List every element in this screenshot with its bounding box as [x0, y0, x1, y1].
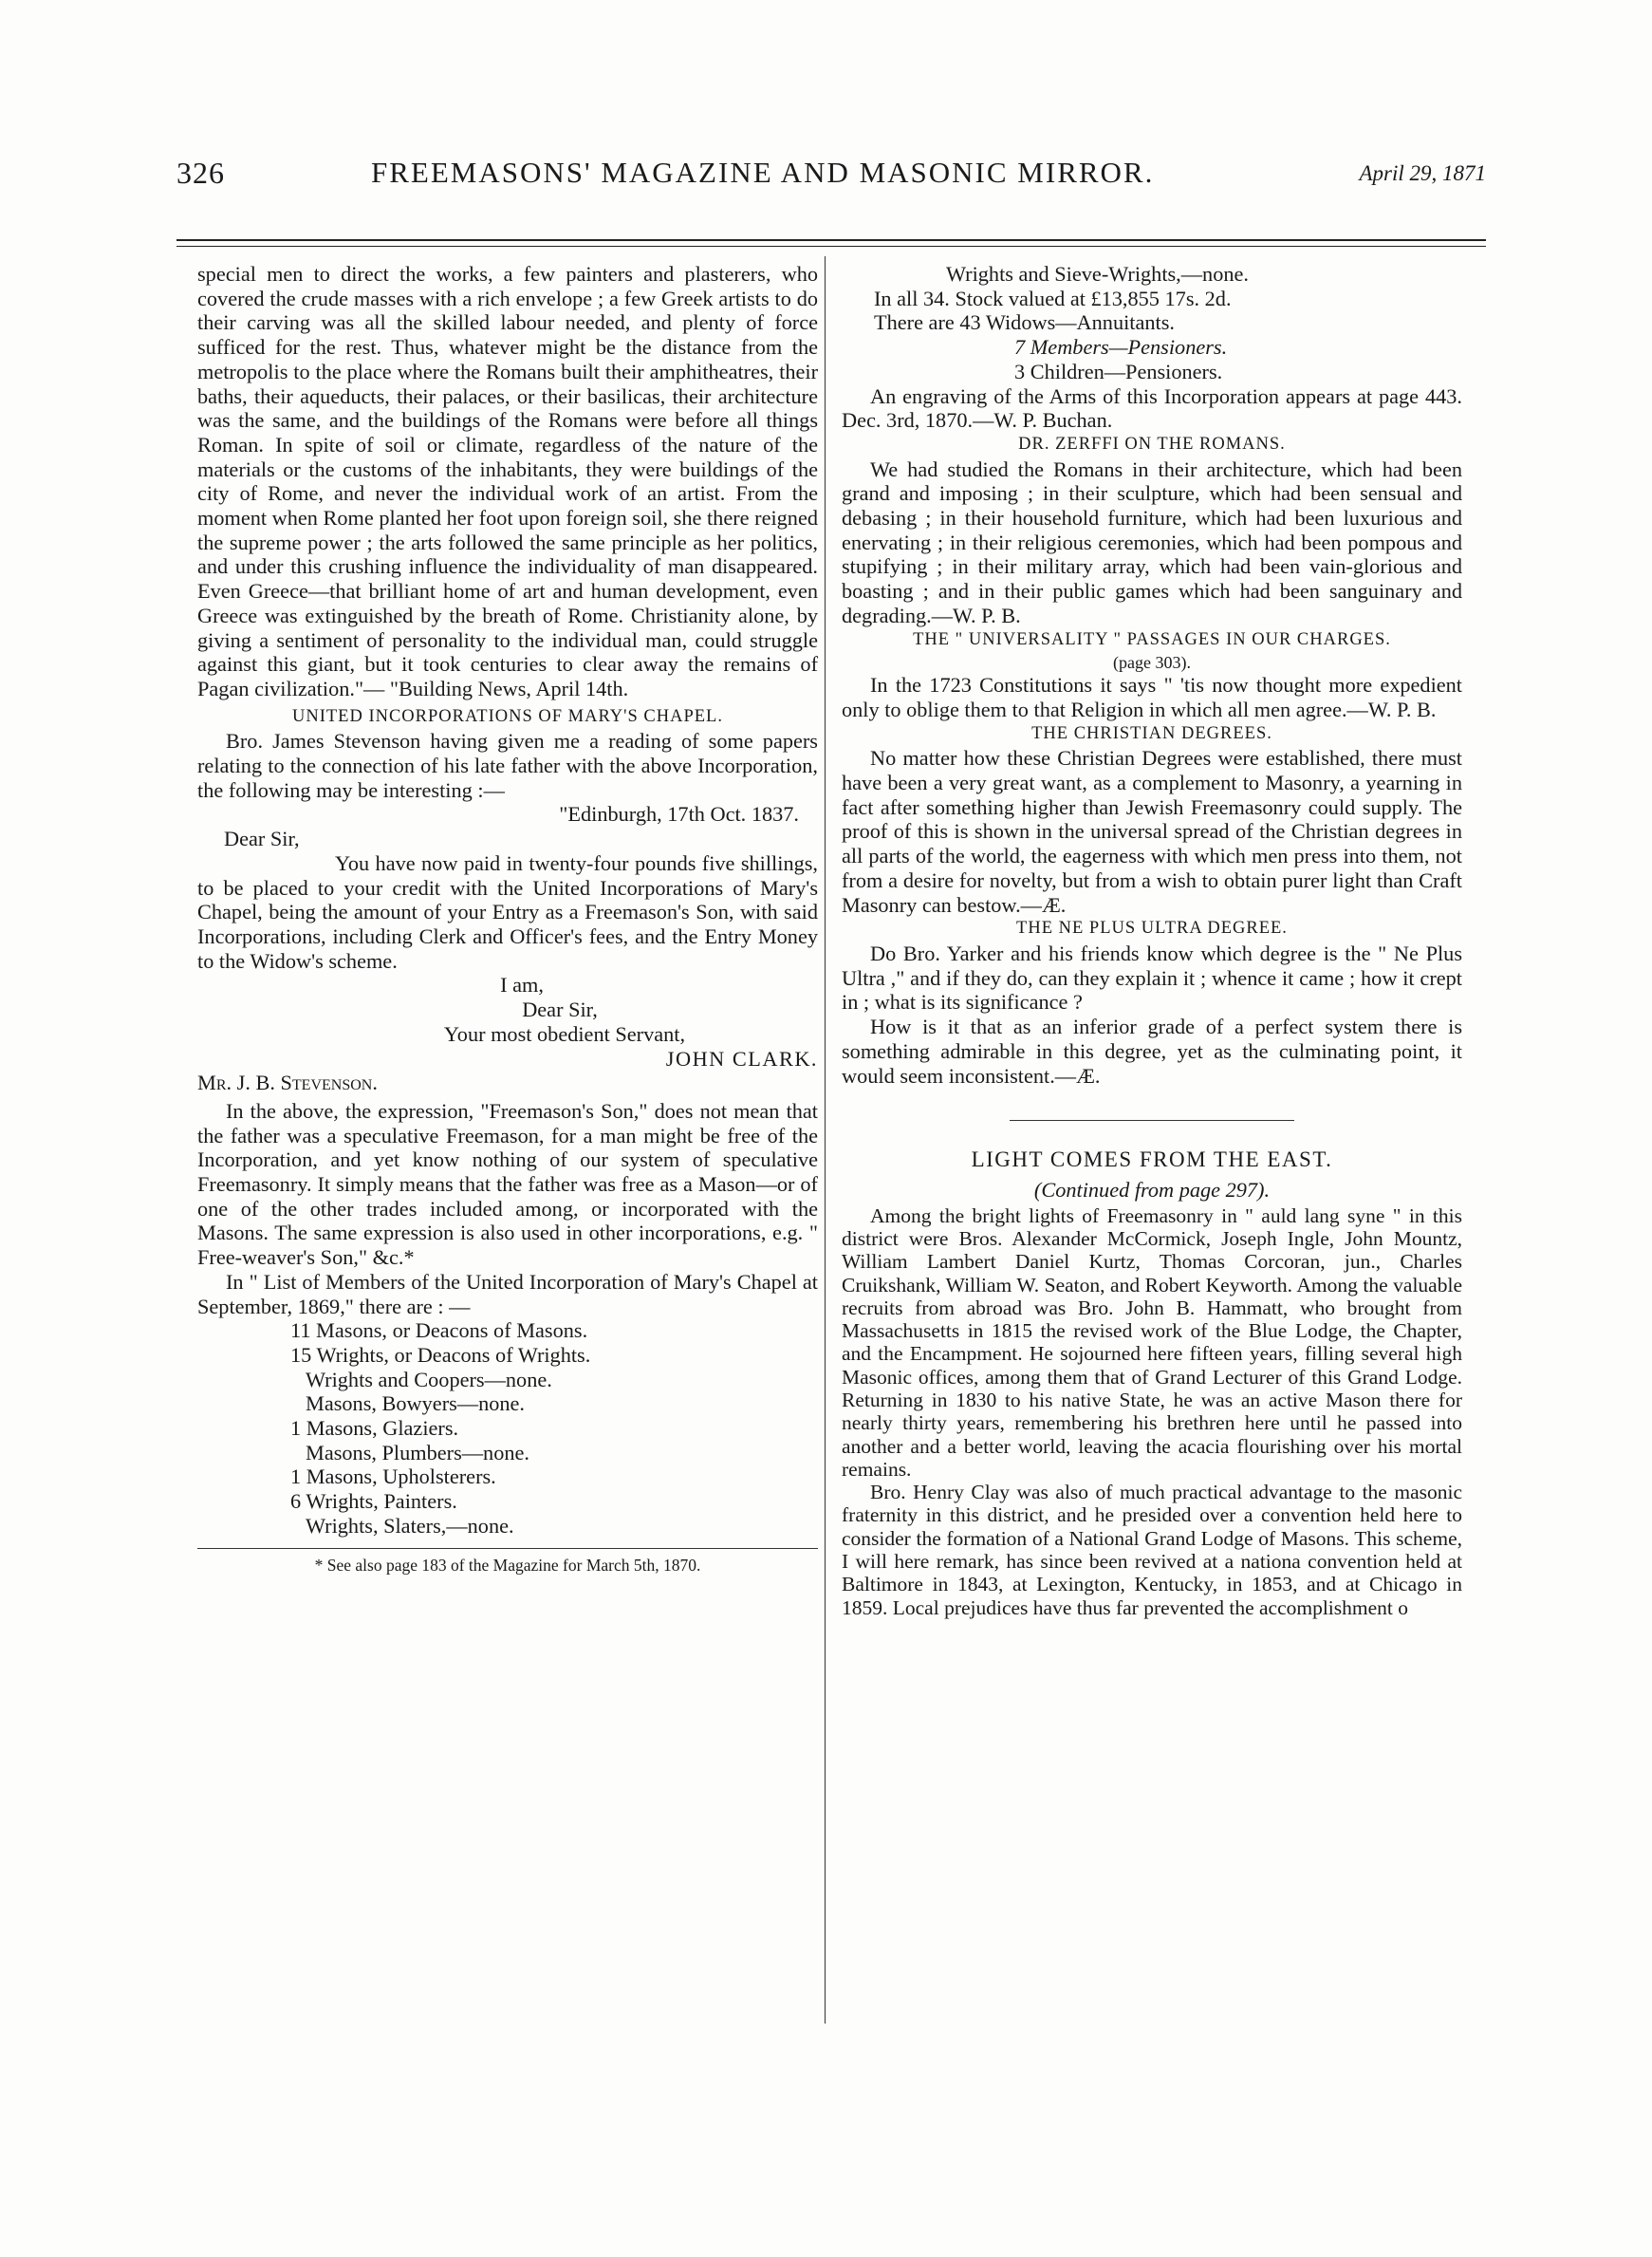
- christian-degrees-paragraph: No matter how these Christian Degrees were established, there must have been a very great want, as a complement to Masonry, a yearning in fact after something higher than Jewish Freemasonry could supply. The proof of this is shown in the universal spread of the Christian degrees in all parts of the world, the eagerness with which men press into them, not from a desire for novelty, but from a wish to obtain purer light than Craft Masonry can bestow.—Æ.: [842, 746, 1462, 917]
- list-item: 1 Masons, Upholsterers.: [290, 1464, 496, 1489]
- universality-page-ref: (page 303).: [1113, 653, 1191, 673]
- section-heading-universality: THE " UNIVERSALITY " PASSAGES IN OUR CHARGES.: [913, 629, 1391, 649]
- light-paragraph-1: Among the bright lights of Freemasonry in " auld lang syne " in this district were Bros. Alexander McCormick, Joseph Ingle, John Mountz, William Lambert Daniel Kurtz, Thomas Corcoran, jun., Charles Cruikshank, William W. Seaton, and Robert Keyworth. Among the valuable recruits from abroad was Bro. John B. Hammatt, who brought from Massachusetts in 1815 the revised work of the Blue Lodge, the Chapter, and the Encampment. He sojourned here fifteen years, filling several high Masonic offices, among them that of Grand Lecturer of this Grand Lodge. Returning in 1830 to his native State, he was an active Mason there for nearly thirty years, remembering his brethren here until he passed into another and a better world, leaving the acacia flourishing over his mortal remains.: [842, 1203, 1462, 1481]
- widows-count: There are 43 Widows—Annuitants.: [874, 310, 1175, 335]
- section-heading-christian-degrees: THE CHRISTIAN DEGREES.: [1031, 723, 1272, 743]
- article-title: LIGHT COMES FROM THE EAST.: [971, 1147, 1333, 1172]
- list-item: Wrights and Coopers—none.: [306, 1367, 552, 1391]
- header-rule-thin: [176, 246, 1486, 247]
- section-heading-ne-plus-ultra: THE NE PLUS ULTRA DEGREE.: [1016, 919, 1288, 939]
- page-header: [176, 152, 1486, 199]
- children-count: 3 Children—Pensioners.: [1014, 359, 1223, 383]
- members-list: [197, 1318, 818, 1538]
- section-heading-zerffi: DR. ZERFFI ON THE ROMANS.: [1018, 434, 1286, 454]
- list-item: Masons, Plumbers—none.: [306, 1440, 529, 1464]
- letter-addressee: Mr. J. B. Stevenson.: [197, 1071, 378, 1095]
- letter-signature: JOHN CLARK.: [665, 1046, 818, 1071]
- section-separator: [1010, 1120, 1294, 1121]
- letter-date: "Edinburgh, 17th Oct. 1837.: [559, 802, 799, 827]
- letter-body: You have now paid in twenty-four pounds five shillings, to be placed to your credit with the United Incorporations of Mary's Chapel, being the amount of your Entry as a Freemason's Son, with said Incorporations, including Clerk and Officer's fees, and the Entry Money to the Widow's scheme.: [197, 850, 818, 973]
- list-item: 6 Wrights, Painters.: [290, 1489, 457, 1514]
- universality-paragraph: In the 1723 Constitutions it says " 'tis now thought more expedient only to oblige them to that Religion in which all men agree.—W. P. B.: [842, 673, 1462, 721]
- expression-paragraph: In the above, the expression, "Freemason's Son," does not mean that the father was a speculative Freemason, for a man might be free of the Incorporation, and yet know nothing of our system of speculative Freemasonry. It simply means that the father was free as a Mason—or of one of the other trades included among, or incorporated with the Masons. The same expression is also used in other incorporations, e.g. " Free-weaver's Son," &c.*: [197, 1098, 818, 1270]
- letter-salutation: Dear Sir,: [224, 827, 300, 851]
- engraving-paragraph: An engraving of the Arms of this Incorporation appears at page 443. Dec. 3rd, 1870.—W. P. Buchan.: [842, 383, 1462, 433]
- letter-close-servant: Your most obedient Servant,: [443, 1021, 686, 1046]
- stevenson-paragraph: Bro. James Stevenson having given me a reading of some papers relating to the connection of his late father with the above Incorporation, the following may be interesting :—: [197, 729, 818, 802]
- section-heading-marys-chapel: UNITED INCORPORATIONS OF MARY'S CHAPEL.: [291, 706, 723, 726]
- list-item: 11 Masons, or Deacons of Masons.: [290, 1318, 588, 1343]
- column-divider: [825, 256, 826, 2024]
- ne-plus-ultra-paragraph: Do Bro. Yarker and his friends know which degree is the " Ne Plus Ultra ," and if they do, can they explain it ; whence it came ; how it crept in ; what is its significance ?: [842, 941, 1462, 1015]
- list-item: Masons, Bowyers—none.: [306, 1391, 526, 1416]
- masthead-title: FREEMASONS' MAGAZINE AND MASONIC MIRROR.: [371, 156, 1155, 189]
- page-number: 326: [176, 156, 225, 190]
- letter-close-i-am: I am,: [500, 973, 544, 998]
- stock-total: In all 34. Stock valued at £13,855 17s. 2d.: [874, 286, 1232, 310]
- right-column: [842, 262, 1462, 1619]
- list-item: 1 Masons, Glaziers.: [290, 1416, 459, 1441]
- article-continued-note: (Continued from page 297).: [1033, 1177, 1271, 1202]
- letter-close-dear-sir: Dear Sir,: [522, 998, 598, 1022]
- footnote: * See also page 183 of the Magazine for March 5th, 1870.: [314, 1555, 701, 1575]
- left-column: [197, 262, 818, 1576]
- members-count: 7 Members—Pensioners.: [1014, 335, 1228, 360]
- list-intro-paragraph: In " List of Members of the United Incorporation of Mary's Chapel at September, 1869," there are : —: [197, 1269, 818, 1318]
- ne-plus-ultra-paragraph-2: How is it that as an inferior grade of a perfect system there is something admirable in this degree, yet as the culminating point, it would seem inconsistent.—Æ.: [842, 1015, 1462, 1088]
- light-paragraph-2: Bro. Henry Clay was also of much practical advantage to the masonic fraternity in this district, and he presided over a convention held here to consider the formation of a National Grand Lodge of Masons. This scheme, I will here remark, has since been revived at a nationa convention held at Baltimore in 1843, at Lexington, Kentucky, in 1853, and at Chicago in 1859. Local prejudices have thus far prevented the accomplishment o: [842, 1481, 1462, 1619]
- list-continuation: Wrights and Sieve-Wrights,—none.: [946, 262, 1249, 286]
- list-item: 15 Wrights, or Deacons of Wrights.: [290, 1342, 591, 1367]
- footnote-rule: [197, 1548, 818, 1549]
- list-item: Wrights, Slaters,—none.: [306, 1513, 514, 1538]
- zerffi-paragraph: We had studied the Romans in their architecture, which had been grand and imposing ; in their sculpture, which had been sensual and debasing ; in their household furniture, which had been luxurious and enervating ; in their religious ceremonies, which had been pompous and stupifying ; in their military array, which had been vain-glorious and boasting ; and in their public games which had been sanguinary and degrading.—W. P. B.: [842, 457, 1462, 627]
- issue-date: April 29, 1871: [1359, 161, 1486, 185]
- building-news-excerpt: special men to direct the works, a few painters and plasterers, who covered the crude masses with a rich envelope ; a few Greek artists to do their carving was all the skilled labour needed, and plenty of force sufficed for the rest. Thus, whatever might be the distance from the metropolis to the place where the Romans built their amphitheatres, their baths, their aqueducts, their palaces, or their basilicas, their architecture was the same, and the buildings of the Romans were before all things Roman. In spite of soil or climate, regardless of the nature of the materials or the customs of the inhabitants, they were buildings of the city of Rome, and never the individual work of an artist. From the moment when Rome planted her foot upon foreign soil, she there reigned the supreme power ; the arts followed the same principle as her politics, and under this crushing influence the individuality of man disappeared. Even Greece—that brilliant home of art and human development, even Greece was extinguished by the breath of Rome. Christianity alone, by giving a sentiment of personality to the individual man, could struggle against this giant, but it took centuries to clear away the remains of Pagan civilization."— "Building News, April 14th.: [197, 262, 818, 700]
- header-rule-thick: [176, 239, 1486, 241]
